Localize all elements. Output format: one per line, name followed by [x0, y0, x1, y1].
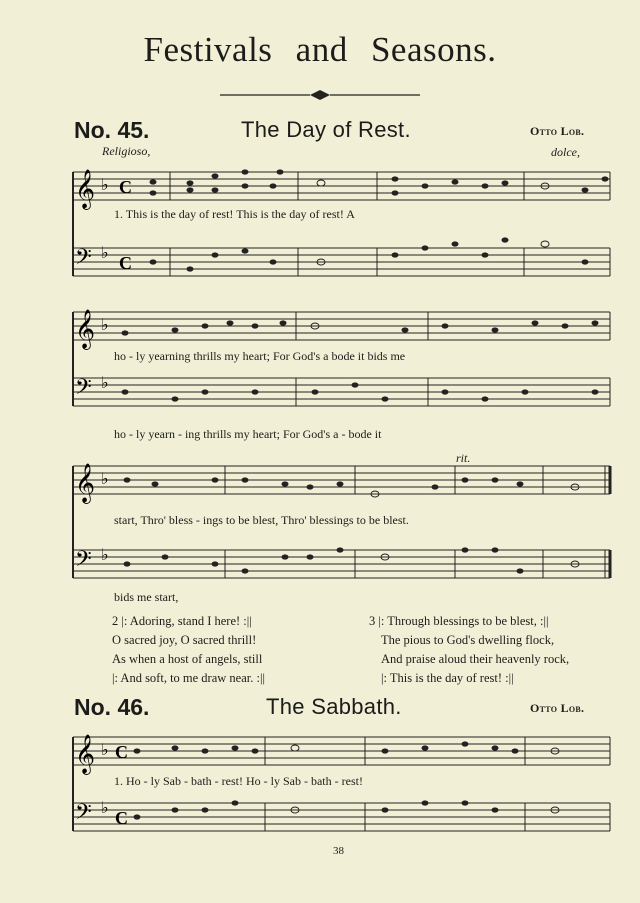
verse-line: As when a host of angels, still	[112, 652, 263, 666]
svg-text:𝄢: 𝄢	[75, 800, 92, 830]
verse-line: O sacred joy, O sacred thrill!	[112, 633, 257, 647]
svg-text:♭: ♭	[101, 175, 109, 194]
lyric-line: 1. This is the day of rest! This is the day of rest! A	[114, 207, 355, 221]
composer: Otto Lob.	[530, 124, 585, 138]
svg-text:♭: ♭	[101, 798, 109, 817]
svg-text:𝄢: 𝄢	[75, 547, 92, 577]
verse-line: |: This is the day of rest! :||	[381, 671, 514, 685]
lyric-line: 1. Ho - ly Sab - bath - rest! Ho - ly Sab - bath - rest!	[114, 774, 363, 788]
svg-text:𝄢: 𝄢	[75, 245, 92, 275]
svg-text:♭: ♭	[101, 373, 109, 392]
svg-text:♭: ♭	[101, 243, 109, 262]
svg-text:♭: ♭	[101, 469, 109, 488]
hymn-number: No. 45.	[74, 117, 150, 143]
lyric-line-bass: bids me start,	[114, 590, 179, 604]
hymn-number: No. 46.	[74, 694, 150, 720]
lyric-line-bass: ho - ly yearn - ing thrills my heart; For God's a - bode it	[114, 427, 382, 441]
hymn-title: The Sabbath.	[266, 694, 402, 719]
svg-text:♭: ♭	[101, 315, 109, 334]
lyric-line: start, Thro' bless - ings to be blest, Thro' blessings to be blest.	[114, 513, 409, 527]
verse-line: 2 |: Adoring, stand I here! :||	[112, 614, 252, 628]
ornament-divider	[220, 88, 420, 102]
verse-2	[112, 612, 265, 688]
verse-line: |: And soft, to me draw near. :||	[112, 671, 265, 685]
ritardando-marking: rit.	[456, 451, 471, 465]
svg-text:𝄞: 𝄞	[75, 169, 96, 209]
svg-text:♭: ♭	[101, 545, 109, 564]
tempo-marking: Religioso,	[102, 144, 151, 158]
music-system-1	[65, 160, 615, 290]
verse-line: 3 |: Through blessings to be blest, :||	[369, 614, 549, 628]
svg-text:C: C	[115, 742, 128, 762]
lyric-line: ho - ly yearning thrills my heart; For God's a bode it bids me	[114, 349, 406, 363]
verse-line: And praise aloud their heavenly rock,	[381, 652, 570, 666]
verse-3	[369, 612, 569, 688]
svg-text:𝄢: 𝄢	[75, 375, 92, 405]
composer: Otto Lob.	[530, 701, 585, 715]
page-number: 38	[333, 845, 344, 857]
dynamic-marking: dolce,	[551, 145, 580, 159]
verse-line: The pious to God's dwelling flock,	[381, 633, 555, 647]
svg-text:𝄞: 𝄞	[75, 734, 96, 774]
svg-text:C: C	[119, 177, 132, 197]
svg-text:𝄞: 𝄞	[75, 463, 96, 503]
svg-text:♭: ♭	[101, 740, 109, 759]
svg-text:C: C	[119, 253, 132, 273]
svg-text:C: C	[115, 808, 128, 828]
svg-text:𝄞: 𝄞	[75, 309, 96, 349]
hymn-title: The Day of Rest.	[241, 117, 411, 142]
page-title: Festivals and Seasons.	[143, 30, 497, 69]
